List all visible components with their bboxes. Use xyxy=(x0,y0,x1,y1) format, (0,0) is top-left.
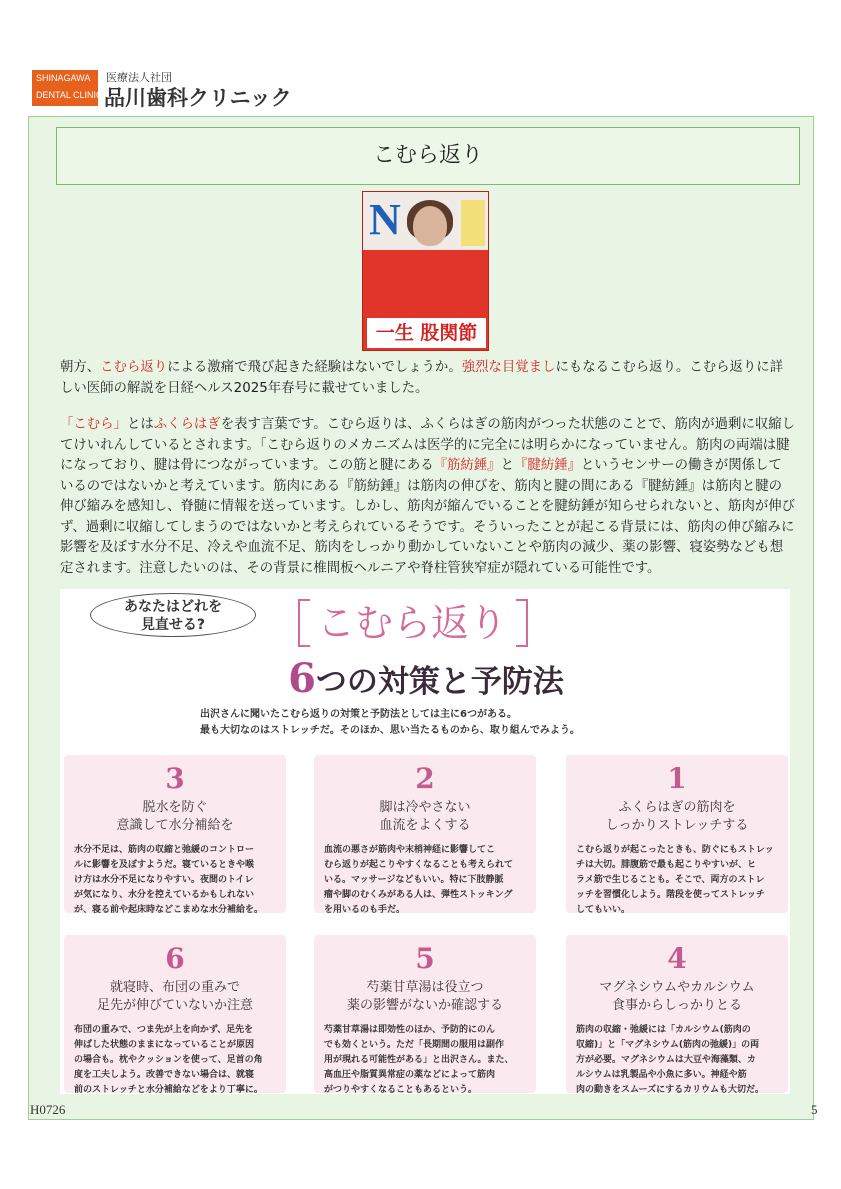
clinic-name: 品川歯科クリニック xyxy=(104,86,292,110)
body-highlight-3: 『筋紡錘』 xyxy=(433,458,501,473)
tip-title xyxy=(314,799,536,835)
tip-body-line: 度を工夫しよう。改善できない場合は、就寝 xyxy=(74,1070,255,1080)
tip-card-1 xyxy=(566,755,788,913)
logo-line-1: SHINAGAWA xyxy=(36,73,91,83)
question-line-1: あなたはどれを xyxy=(124,599,222,615)
tip-title-line: 意識して水分補給を xyxy=(116,818,234,833)
tip-body-line: 筋肉の収縮・弛緩には「カルシウム(筋肉の xyxy=(576,1025,751,1035)
title-box xyxy=(56,127,800,185)
tip-card-2 xyxy=(314,755,536,913)
tip-title xyxy=(566,979,788,1015)
article-title: こむら返り xyxy=(316,601,507,645)
tip-body-line: 用が現れる可能性がある」と出沢さん。また、 xyxy=(324,1055,514,1065)
tip-card-6 xyxy=(64,935,286,1093)
body-paragraph xyxy=(60,415,795,579)
magazine-logo: N xyxy=(369,195,401,244)
tip-title-line: 脱水を防ぐ xyxy=(142,800,208,815)
tip-title-line: 就寝時、布団の重みで xyxy=(109,980,240,995)
body-text-4: というセンサーの働きが関係しているのではないかと考えています。筋肉にある『筋紡錘』は筋肉の伸びを、筋肉と腱の間にある『腱紡錘』は筋肉と腱の伸び縮みを感知し、脊髄に情報を送っています。しかし、筋肉が縮んでいることを腱紡錘が知らせられないと、筋肉が伸びず、過剰に収縮してしまうのではないかと考えられているそうです。そういったことが起こる背景には、筋肉の伸び縮みに影響を及ぼす水分不足、冷えや血流不足、筋肉をしっかり動かしていないことや筋肉の減少、薬の影響、寝姿勢なども想定されます。注意したいのは、その背景に椎間板ヘルニアや脊柱管狭窄症が隠れている可能性です。 xyxy=(60,458,796,576)
tip-title-line: 血流をよくする xyxy=(379,818,471,833)
tip-body-line: チは大切。腓腹筋で最も起こりやすいが、ヒ xyxy=(576,860,757,870)
tip-body xyxy=(576,1023,780,1098)
tip-body-line: 肉の動きをスムーズにするカリウムも大切だ。 xyxy=(576,1085,765,1095)
tip-body xyxy=(576,843,780,918)
tip-number: 3 xyxy=(165,762,185,795)
tip-card-4 xyxy=(566,935,788,1093)
intro-paragraph xyxy=(60,358,795,399)
tip-body-line: いる。マッサージなどもいい。特に下肢静脈 xyxy=(324,875,504,885)
tip-title-line: ふくらはぎの筋肉を xyxy=(618,800,736,815)
tip-body-line: むら返りが起こりやすくなることも考えられて xyxy=(324,860,514,870)
tip-title xyxy=(64,799,286,835)
intro-text-3: にもなるこむら返り。こむら返りに詳しい医師の解説を日経ヘルス2025年春号に載せていました。 xyxy=(60,360,784,396)
clinic-logo xyxy=(32,70,103,106)
intro-highlight-1: こむら返り xyxy=(100,360,168,375)
tip-body-line: してもいい。 xyxy=(576,905,631,915)
tip-title-line: 脚は冷やさない xyxy=(379,800,471,815)
tip-number: 6 xyxy=(165,942,185,975)
tip-title-line: 薬の影響がないか確認する xyxy=(346,998,503,1013)
logo-line-2: DENTAL CLINIC xyxy=(36,90,103,100)
tip-title xyxy=(64,979,286,1015)
tip-number: 1 xyxy=(667,762,687,795)
tip-number: 4 xyxy=(667,942,687,975)
tip-body-line: ルに影響を及ぼすようだ。寝ているときや喉 xyxy=(74,860,255,870)
tip-card-5 xyxy=(314,935,536,1093)
tip-title xyxy=(314,979,536,1015)
tip-body-line: こむら返りが起こったときも、防ぐにもストレッ xyxy=(576,845,774,855)
tip-title-line: 足先が伸びていないか注意 xyxy=(96,998,253,1013)
tip-title xyxy=(566,799,788,835)
body-text-2: を表す言葉です。こむら返りは、ふくらはぎの筋肉がつった状態のことで、筋肉が過剰に収縮してけいれんしているとされます。「こむら返りのメカニズムは医学的に完全には明らかになっていません。筋肉の両端は腱になっており、腱は骨につながっています。この筋と腱にある xyxy=(60,417,796,473)
magazine-side-panel xyxy=(461,200,485,246)
body-text-1: とは xyxy=(126,417,154,432)
tip-body-line: 収縮)」と「マグネシウム(筋肉の弛緩)」の両 xyxy=(576,1040,760,1050)
subtitle-text: つの対策と予防法 xyxy=(315,664,564,700)
magazine-headline: 一生 股関節 xyxy=(375,322,478,344)
tip-number: 2 xyxy=(415,762,435,795)
tip-body-line: 伸ばした状態のままになっていることが原因 xyxy=(74,1040,255,1050)
tip-body-line: 芍薬甘草湯は即効性のほか、予防的にのん xyxy=(324,1025,496,1035)
tip-body xyxy=(324,1023,528,1098)
tip-body-line: を用いるのも手だ。 xyxy=(324,905,406,915)
tip-body-line: が気になり、水分を控えているかもしれない xyxy=(74,890,255,900)
title-bracket-right xyxy=(516,599,528,647)
subtitle-number: 6 xyxy=(288,655,316,702)
tip-title-line: しっかりストレッチする xyxy=(605,818,749,833)
magazine-cover-image xyxy=(362,191,489,351)
lead-line-2: 最も大切なのはストレッチだ。そのほか、思い当たるものから、取り組んでみよう。 xyxy=(200,725,580,736)
tip-title-line: 食事からしっかりとる xyxy=(611,998,742,1013)
tip-body-line: が、寝る前や起床時などこまめな水分補給を。 xyxy=(74,905,264,915)
tip-body xyxy=(74,1023,278,1098)
tip-body-line: 血流の悪さが筋肉や末梢神経に影響してこ xyxy=(324,845,496,855)
tip-body-line: 水分不足は、筋肉の収縮と弛緩のコントロー xyxy=(74,845,255,855)
article-clipping xyxy=(60,589,790,1094)
body-text-3: と xyxy=(500,458,514,473)
page-number: 5 xyxy=(811,1102,818,1117)
intro-text-2: による激痛で飛び起きた経験はないでしょうか。 xyxy=(167,360,462,375)
tip-body-line: 布団の重みで、つま先が上を向かず、足先を xyxy=(74,1025,254,1035)
body-highlight-2: ふくらはぎ xyxy=(153,417,221,432)
article-subtitle xyxy=(256,655,596,702)
tip-body-line: 方が必要。マグネシウムは大豆や海藻類、カ xyxy=(576,1055,756,1065)
tip-body-line: 高血圧や脂質異常症の薬などによって筋肉 xyxy=(324,1070,496,1080)
tip-body-line: がつりやすくなることもあるという。 xyxy=(324,1085,478,1095)
tip-body-line: 前のストレッチと水分補給などをより丁寧に。 xyxy=(74,1085,263,1095)
cover-model-face xyxy=(413,206,447,246)
tip-body-line: ルシウムは乳製品や小魚に多い。神経や筋 xyxy=(576,1070,747,1080)
intro-highlight-2: 強烈な目覚まし xyxy=(461,360,556,375)
intro-text-1: 朝方、 xyxy=(60,360,101,375)
tip-title-line: マグネシウムやカルシウム xyxy=(599,980,755,995)
page-title: こむら返り xyxy=(372,143,483,168)
tip-body-line: でも効くという。ただ「長期間の服用は副作 xyxy=(324,1040,505,1050)
tip-title-line: 芍薬甘草湯は役立つ xyxy=(366,980,484,995)
tip-card-3 xyxy=(64,755,286,913)
question-bubble xyxy=(90,593,256,637)
corporation-label: 医療法人社団 xyxy=(106,71,172,84)
article-lead xyxy=(200,707,680,739)
tip-body xyxy=(74,843,278,918)
lead-line-1: 出沢さんに聞いたこむら返りの対策と予防法としては主に6つがある。 xyxy=(200,709,517,720)
body-highlight-4: 『腱紡錘』 xyxy=(513,458,581,473)
tip-body-line: け方は水分不足になりやすい。夜間のトイレ xyxy=(74,875,254,885)
tip-body xyxy=(324,843,528,918)
tip-body-line: 瘤や脚のむくみがある人は、弾性ストッキング xyxy=(324,890,513,900)
tip-number: 5 xyxy=(415,942,435,975)
body-highlight-1: 「こむら」 xyxy=(60,417,127,432)
document-code: H0726 xyxy=(30,1102,66,1117)
tip-body-line: ッチを習慣化しよう。階段を使ってストレッチ xyxy=(576,890,765,900)
tip-body-line: ラメ筋で生じることも。そこで、両方のストレ xyxy=(576,875,765,885)
tip-body-line: の場合も。枕やクッションを使って、足首の角 xyxy=(74,1055,263,1065)
question-line-2: 見直せる? xyxy=(140,617,206,633)
